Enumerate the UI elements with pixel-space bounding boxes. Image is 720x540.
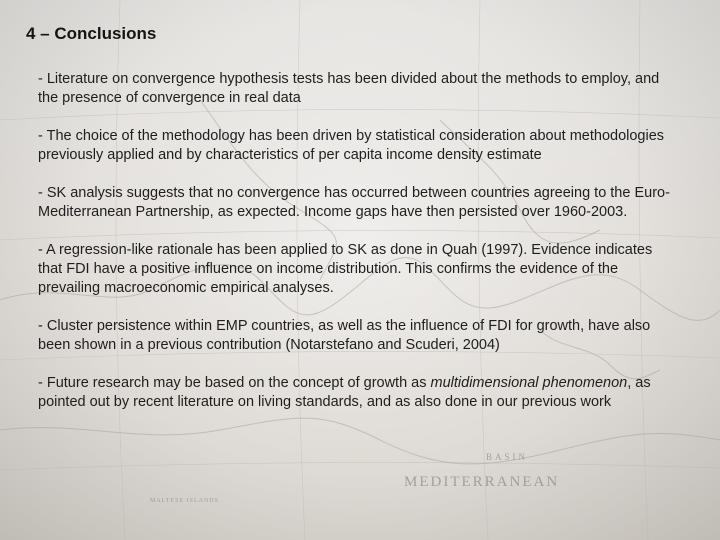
bullet-item: - The choice of the methodology has been driven by statistical consideration about methodologies previously applied and by characteristics of per capita income density estimate bbox=[38, 128, 665, 163]
map-label-basin: BASIN bbox=[486, 452, 529, 462]
bullet-text: , as pointed out by recent literature on living standards, and as also done in our previous work bbox=[38, 375, 651, 410]
bullet-item-future-research bbox=[38, 374, 678, 412]
bullet-emphasis: multidimensional phenomenon bbox=[430, 375, 628, 391]
map-label-maltese-islands: MALTESE ISLANDS bbox=[150, 498, 219, 504]
bullet-list bbox=[38, 70, 678, 431]
slide-title: 4 – Conclusions bbox=[26, 24, 157, 43]
map-label-mediterranean: MEDITERRANEAN bbox=[404, 474, 560, 490]
bullet-item: - SK analysis suggests that no convergence has occurred between countries agreeing to the Euro-Mediterranean Partnership, as expected. Income gaps have then persisted over 1960-2003. bbox=[38, 185, 670, 220]
bullet-item: - Cluster persistence within EMP countries, as well as the influence of FDI for growth, have also been shown in a previous contribution (Notarstefano and Scuderi, 2004) bbox=[38, 318, 651, 353]
bullet-text: - Future research may be based on the concept of growth as bbox=[38, 375, 431, 391]
bullet-item: - Literature on convergence hypothesis tests has been divided about the methods to employ, and the presence of convergence in real data bbox=[38, 71, 660, 106]
bullet-item: - A regression-like rationale has been applied to SK as done in Quah (1997). Evidence indicates that FDI have a positive influence on income distribution. This confirms the evidence of the prevailing macroeconomic empirical analyses. bbox=[38, 242, 653, 296]
